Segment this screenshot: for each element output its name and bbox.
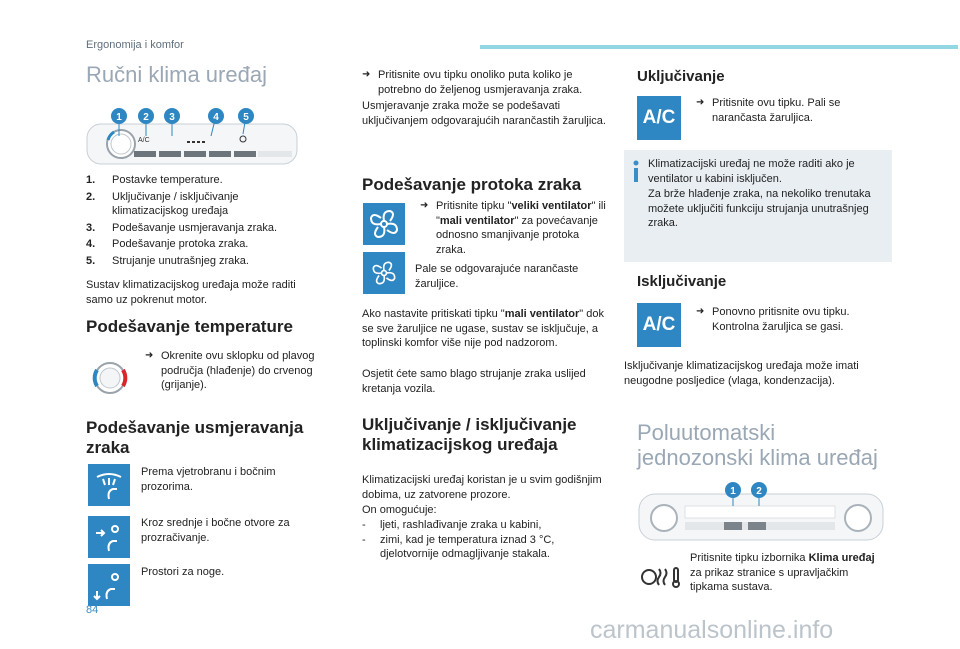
face-vent-icon: [88, 516, 130, 558]
temp-knob-icon: [88, 356, 132, 400]
list-item: - ljeti, rashlađivanje zraka u kabini,: [362, 519, 542, 531]
list-item: 4. Podešavanje protoka zraka.: [86, 238, 249, 250]
callout-2: 2: [143, 112, 149, 123]
bullet-arrow-icon: ➜: [362, 69, 371, 80]
list-item: 3. Podešavanje usmjeravanja zraka.: [86, 221, 278, 234]
onoff-intro: Klimatizacijski uređaj koristan je u svim godišnjim dobima, uz zatvorene prozore.: [362, 474, 602, 501]
menu-climate-icon: [640, 566, 684, 588]
watermark: carmanualsonline.info: [590, 616, 834, 644]
off-warning: Isključivanje klimatizacijskog uređaja može imati neugodne posljedice (vlaga, kondenzacija).: [624, 360, 859, 387]
semi-auto-title: Poluutomatski jednozonski klima uređaj: [637, 420, 878, 471]
semi-auto-instruction: Pritisnite tipku izbornika Klima uređaj za prikaz stranice s upravljačkim tipkama sustava.: [690, 552, 875, 593]
onoff-list: [362, 518, 612, 562]
engine-note: Sustav klimatizacijskog uređaja može raditi samo uz pokrenut motor.: [86, 279, 296, 306]
onoff-enables: On omogućuje:: [362, 504, 437, 516]
ac-button-off-icon: A/C: [637, 303, 681, 347]
ac-button-icon: A/C: [637, 96, 681, 140]
semi-auto-panel-figure: [638, 482, 884, 544]
info-note-p1: Klimatizacijski uređaj ne može raditi ako je ventilator u kabini isključen.: [648, 158, 855, 185]
fan-large-icon: [363, 203, 405, 245]
onoff-heading: Uključivanje / isključivanje klimatizacijskog uređaja: [362, 415, 577, 455]
list-item: 5. Strujanje unutrašnjeg zraka.: [86, 254, 249, 267]
info-note-p2: Za brže hlađenje zraka, na nekoliko trenutaka možete uključiti funkciju strujanja unutrašnjeg zraka.: [648, 188, 871, 229]
semi-callout-2: 2: [756, 486, 762, 497]
flow-continue-text: Ako nastavite pritiskati tipku "mali ventilator" dok se sve žaruljice ne ugase, sustav se isključuje, a toplinski komfor više nije pod nadzorom.: [362, 308, 604, 349]
list-item: 1. Postavke temperature.: [86, 174, 223, 186]
off-heading: Isključivanje: [637, 273, 727, 290]
list-item: 2. Uključivanje / isključivanje klimatizacijskog uređaja: [86, 190, 239, 217]
airdir-heading: Podešavanje usmjeravanja zraka: [86, 418, 304, 458]
page-number: 84: [86, 604, 99, 616]
header-bar: [480, 45, 958, 49]
callout-3: 3: [169, 112, 175, 123]
flow-lights-text: Pale se odgovarajuće narančaste žaruljice.: [415, 263, 579, 290]
foot-vent-icon: [88, 564, 130, 606]
temp-heading: Podešavanje temperature: [86, 317, 293, 336]
callout-4: 4: [213, 112, 219, 123]
control-panel-figure: [86, 106, 298, 168]
flow-heading: Podešavanje protoka zraka: [362, 175, 582, 194]
bullet-arrow-icon: ➜: [420, 200, 429, 211]
page-title: Ručni klima uređaj: [86, 62, 267, 87]
legend-list: [86, 173, 296, 268]
fan-small-icon: [363, 252, 405, 294]
off-instruction: ➜ Ponovno pritisnite ovu tipku. Kontrolna žaruljica se gasi.: [696, 306, 850, 333]
callout-5: 5: [243, 112, 249, 123]
on-instruction: ➜ Pritisnite ovu tipku. Pali se narančasta žaruljica.: [696, 97, 841, 124]
ac-label: A/C: [138, 137, 150, 144]
airdir-lights-text: Usmjeravanje zraka može se podešavati uključivanjem odgovarajućih narančastih žaruljica.: [362, 100, 606, 127]
airdir-item-windscreen: Prema vjetrobranu i bočnim prozorima.: [141, 466, 276, 493]
airdir-item-face: Kroz srednje i bočne otvore za prozračivanje.: [141, 517, 290, 544]
flow-instruction: ➜ Pritisnite tipku "veliki ventilator" ili "mali ventilator" za povećavanje odnosno smanjivanje protoka zraka.: [420, 200, 606, 256]
info-note: [624, 150, 892, 262]
callout-1: 1: [116, 112, 122, 123]
semi-callout-1: 1: [730, 486, 736, 497]
airdir-item-foot: Prostori za noge.: [141, 566, 225, 578]
bullet-arrow-icon: ➜: [696, 306, 705, 317]
windscreen-icon: [88, 464, 130, 506]
temp-instruction: ➜ Okrenite ovu sklopku od plavog područja (hlađenje) do crvenog (grijanje).: [145, 350, 315, 391]
section-header: Ergonomija i komfor: [86, 39, 184, 51]
flow-breeze-text: Osjetit ćete samo blago strujanje zraka uslijed kretanja vozila.: [362, 368, 586, 395]
airdir-press-instruction: ➜ Pritisnite ovu tipku onoliko puta koliko je potrebno do željenog usmjeravanja zraka.: [362, 69, 583, 96]
info-icon: [632, 160, 640, 182]
list-item: - zimi, kad je temperatura iznad 3 °C, djelotvornije odmagljivanje stakala.: [362, 533, 555, 560]
on-heading: Uključivanje: [637, 68, 725, 85]
bullet-arrow-icon: ➜: [696, 97, 705, 108]
bullet-arrow-icon: ➜: [145, 350, 154, 361]
